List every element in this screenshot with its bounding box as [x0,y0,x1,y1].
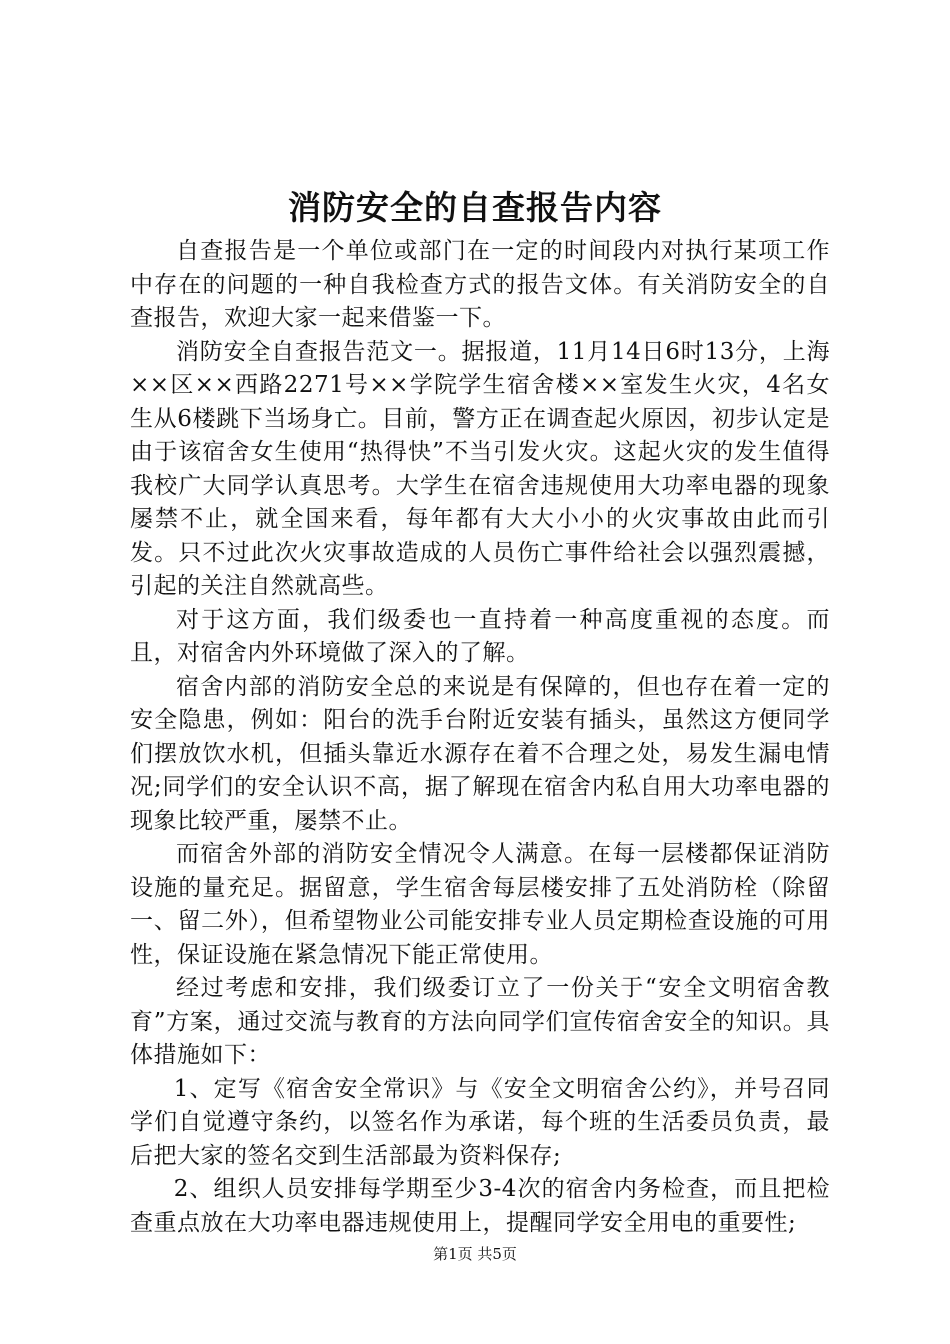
paragraph-attitude: 对于这方面，我们级委也一直持着一种高度重视的态度。而且，对宿舍内外环境做了深入的了解。 [130,606,830,666]
list-item-measure-2: 2、组织人员安排每学期至少3-4次的宿舍内务检查，而且把检查重点放在大功率电器违规使用上，提醒同学安全用电的重要性; [130,1176,830,1236]
list-item-measure-1: 1、定写《宿舍安全常识》与《安全文明宿舍公约》，并号召同学们自觉遵守条约，以签名作为承诺，每个班的生活委员负责，最后把大家的签名交到生活部最为资料保存; [130,1075,830,1169]
paragraph-intro: 自查报告是一个单位或部门在一定的时间段内对执行某项工作中存在的问题的一种自我检查方式的报告文体。有关消防安全的自查报告，欢迎大家一起来借鉴一下。 [130,238,830,331]
paragraph-interior-safety: 宿舍内部的消防安全总的来说是有保障的，但也存在着一定的安全隐患，例如：阳台的洗手台附近安装有插头，虽然这方便同学们摆放饮水机，但插头靠近水源存在着不合理之处，易发生漏电情况;同学们的安全认识不高，据了解现在宿舍内私自用大功率电器的现象比较严重，屡禁不止。 [130,673,830,834]
document-body [130,235,830,1240]
document-title: 消防安全的自查报告内容 [288,188,662,227]
paragraph-sample-one: 消防安全自查报告范文一。据报道，11月14日6时13分，上海××区××西路2271号××学院学生宿舍楼××室发生火灾，4名女生从6楼跳下当场身亡。目前，警方正在调查起火原因，初步认定是由于该宿舍女生使用“热得快”不当引发火灾。这起火灾的发生值得我校广大同学认真思考。大学生在宿舍违规使用大功率电器的现象屡禁不止，就全国来看，每年都有大大小小的火灾事故由此而引发。只不过此次火灾事故造成的人员伤亡事件给社会以强烈震撼，引起的关注自然就高些。 [130,338,830,599]
paragraph-plan: 经过考虑和安排，我们级委订立了一份关于“安全文明宿舍教育”方案，通过交流与教育的方法向同学们宣传宿舍安全的知识。具体措施如下： [130,975,830,1068]
paragraph-exterior-safety: 而宿舍外部的消防安全情况令人满意。在每一层楼都保证消防设施的量充足。据留意，学生宿舍每层楼安排了五处消防栓（除留一、留二外），但希望物业公司能安排专业人员定期检查设施的可用性，保证设施在紧急情况下能正常使用。 [130,841,830,968]
page-footer: 第1页 共5页 [433,1245,517,1263]
